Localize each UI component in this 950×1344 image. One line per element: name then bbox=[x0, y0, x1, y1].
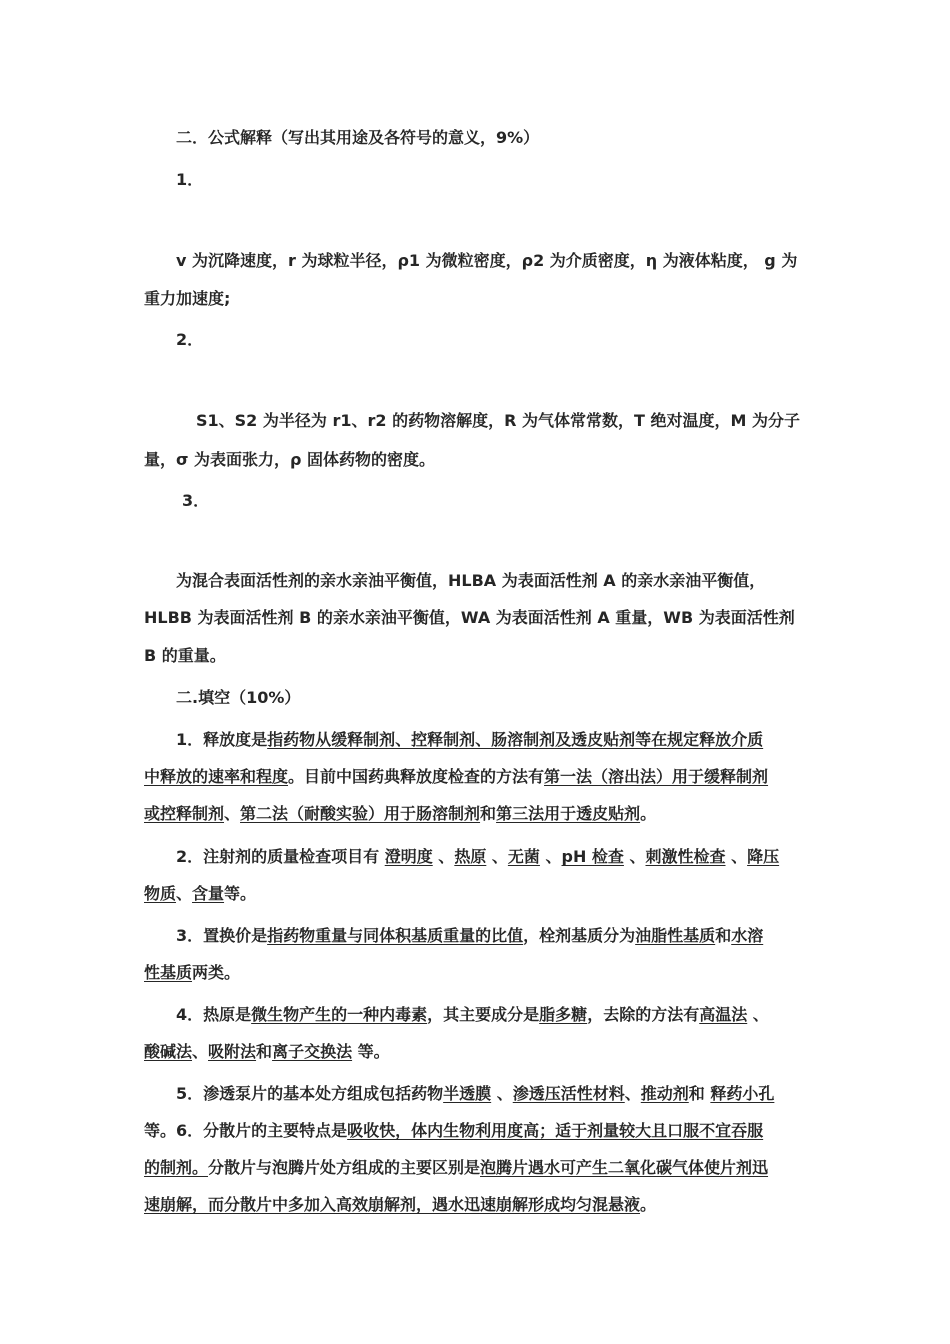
fill-q2-answer-3: 无菌 bbox=[507, 847, 540, 866]
fill-q6-mid-text: 分散片与泡腾片处方组成的主要区别是 bbox=[208, 1158, 481, 1177]
fill-q6-prefix: 等。6．分散片的主要特点是 bbox=[144, 1121, 348, 1140]
fill-q1-sep-2: 和 bbox=[480, 804, 497, 823]
fill-q3-sep: 和 bbox=[715, 926, 732, 945]
fill-q1-end: 。 bbox=[640, 804, 657, 823]
fill-q1-answer-method-1: 第一法（溶出法）用于缓释制剂 bbox=[544, 767, 769, 786]
fill-q6-answer-difference-end: 速崩解，而分散片中多加入高效崩解剂，遇水迅速崩解形成均匀混悬液 bbox=[144, 1195, 641, 1214]
formula-item-2-line-2: 量，σ 为表面张力，ρ 固体药物的密度。 bbox=[144, 450, 436, 469]
fill-q1-mid-text: 。目前中国药典释放度检查的方法有 bbox=[288, 767, 545, 786]
formula-item-2-number: 2． bbox=[176, 330, 204, 349]
formula-item-1-line-2: 重力加速度; bbox=[144, 289, 231, 308]
fill-q3-line-2 bbox=[144, 963, 240, 983]
fill-q1-prefix: 1．释放度是 bbox=[176, 730, 268, 749]
fill-q6-answer-feature-end: 的制剂。 bbox=[144, 1158, 209, 1177]
formula-item-1-line-1: v 为沉降速度，r 为球粒半径，ρ1 为微粒密度，ρ2 为介质密度，η 为液体粘度， g 为 bbox=[176, 251, 798, 270]
fill-q3-prefix: 3．置换价是 bbox=[176, 926, 268, 945]
fill-q5-sep-2: 、 bbox=[624, 1084, 641, 1103]
fill-q1-answer-definition: 指药物从缓释制剂、控释制剂、肠溶制剂及透皮贴剂等在规定释放介质 bbox=[267, 730, 764, 749]
fill-q5-line-1 bbox=[176, 1084, 774, 1104]
formula-item-3-line-1: 为混合表面活性剂的亲水亲油平衡值，HLBA 为表面活性剂 A 的亲水亲油平衡值， bbox=[176, 571, 766, 590]
fill-q5-answer-2: 渗透压活性材料 bbox=[512, 1084, 625, 1103]
fill-q4-sep-2: 、 bbox=[192, 1042, 209, 1061]
fill-q3-answer-definition: 指药物重量与同体积基质重量的比值 bbox=[267, 926, 524, 945]
fill-q6-answer-feature: 吸收快，体内生物利用度高；适于剂量较大且口服不宜吞服 bbox=[347, 1121, 764, 1140]
fill-q1-line-3 bbox=[144, 804, 656, 824]
fill-q5-answer-4: 释药小孔 bbox=[710, 1084, 775, 1103]
formula-item-2-line-1: S1、S2 为半径为 r1、r2 的药物溶解度，R 为气体常常数，T 绝对温度，M 为分子 bbox=[196, 411, 800, 430]
fill-q3-answer-base-2-end: 性基质 bbox=[144, 963, 193, 982]
fill-q2-sep-1: 、 bbox=[432, 847, 455, 866]
fill-q2-answer-6: 降压 bbox=[747, 847, 780, 866]
fill-q2-line-2 bbox=[144, 884, 256, 904]
fill-q3-answer-base-1: 油脂性基质 bbox=[635, 926, 716, 945]
formula-item-3-number: 3． bbox=[182, 491, 210, 510]
fill-q6-line-2 bbox=[144, 1158, 768, 1178]
fill-q2-sep-4: 、 bbox=[623, 847, 646, 866]
fill-q4-answer-method-2: 酸碱法 bbox=[144, 1042, 193, 1061]
fill-q4-line-1 bbox=[176, 1005, 769, 1025]
fill-q1-answer-method-3: 第三法用于透皮贴剂 bbox=[496, 804, 641, 823]
formula-item-3-line-2: HLBB 为表面活性剂 B 的亲水亲油平衡值，WA 为表面活性剂 A 重量，WB 为表面活性剂 bbox=[144, 608, 795, 627]
formula-item-3-line-3: B 的重量。 bbox=[144, 646, 226, 665]
fill-q2-end: 等。 bbox=[224, 884, 257, 903]
fill-q2-sep-2: 、 bbox=[486, 847, 508, 866]
fill-q1-line-1 bbox=[176, 730, 763, 750]
section-heading-fill: 二.填空（10%） bbox=[176, 688, 301, 707]
fill-q6-line-1 bbox=[144, 1121, 763, 1141]
fill-q2-prefix: 2．注射剂的质量检查项目有 bbox=[176, 847, 385, 866]
fill-q3-end: 两类。 bbox=[192, 963, 241, 982]
fill-q2-sep-3: 、 bbox=[539, 847, 562, 866]
fill-q2-answer-5: 刺激性检查 bbox=[645, 847, 726, 866]
formula-item-1-number: 1． bbox=[176, 170, 204, 189]
fill-q1-answer-method-2: 第二法（耐酸实验）用于肠溶制剂 bbox=[240, 804, 481, 823]
fill-q1-sep-1: 、 bbox=[224, 804, 241, 823]
fill-q5-sep-1: 、 bbox=[491, 1084, 513, 1103]
fill-q4-line-2 bbox=[144, 1042, 390, 1062]
fill-q2-line-1 bbox=[176, 847, 779, 867]
fill-q4-end: 等。 bbox=[352, 1042, 390, 1061]
fill-q4-mid-text-1: ，其主要成分是 bbox=[427, 1005, 540, 1024]
fill-q4-sep-1: 、 bbox=[747, 1005, 769, 1024]
fill-q6-answer-difference: 泡腾片遇水可产生二氧化碳气体使片剂迅 bbox=[480, 1158, 769, 1177]
fill-q2-answer-4: pH 检查 bbox=[561, 847, 624, 866]
fill-q3-line-1 bbox=[176, 926, 763, 946]
fill-q5-answer-3: 推动剂 bbox=[640, 1084, 689, 1103]
fill-q2-answer-1: 澄明度 bbox=[384, 847, 433, 866]
fill-q6-end: 。 bbox=[640, 1195, 657, 1214]
fill-q4-answer-method-4: 离子交换法 bbox=[272, 1042, 353, 1061]
fill-q2-answer-6-end: 物质 bbox=[144, 884, 177, 903]
fill-q4-answer-component: 脂多糖 bbox=[539, 1005, 588, 1024]
fill-q2-sep-5: 、 bbox=[725, 847, 748, 866]
fill-q1-answer-definition-end: 中释放的速率和程度 bbox=[144, 767, 289, 786]
fill-q3-answer-base-2: 水溶 bbox=[731, 926, 764, 945]
fill-q1-line-2 bbox=[144, 767, 768, 787]
fill-q5-prefix: 5．渗透泵片的基本处方组成包括药物 bbox=[176, 1084, 444, 1103]
fill-q4-answer-method-3: 吸附法 bbox=[208, 1042, 257, 1061]
fill-q1-answer-method-1-end: 或控释制剂 bbox=[144, 804, 225, 823]
fill-q4-answer-definition: 微生物产生的一种内毒素 bbox=[251, 1005, 428, 1024]
fill-q4-mid-text-2: ，去除的方法有 bbox=[587, 1005, 700, 1024]
section-heading-formula: 二．公式解释（写出其用途及各符号的意义，9%） bbox=[176, 128, 540, 147]
fill-q4-prefix: 4．热原是 bbox=[176, 1005, 252, 1024]
fill-q2-sep-6: 、 bbox=[176, 884, 193, 903]
fill-q4-answer-method-1: 高温法 bbox=[699, 1005, 748, 1024]
fill-q6-line-3 bbox=[144, 1195, 656, 1215]
fill-q2-answer-2: 热原 bbox=[454, 847, 487, 866]
fill-q2-answer-7: 含量 bbox=[192, 884, 225, 903]
fill-q5-sep-3: 和 bbox=[688, 1084, 711, 1103]
fill-q4-sep-3: 和 bbox=[256, 1042, 273, 1061]
fill-q5-answer-1: 半透膜 bbox=[443, 1084, 492, 1103]
fill-q3-mid-text: ，栓剂基质分为 bbox=[523, 926, 636, 945]
